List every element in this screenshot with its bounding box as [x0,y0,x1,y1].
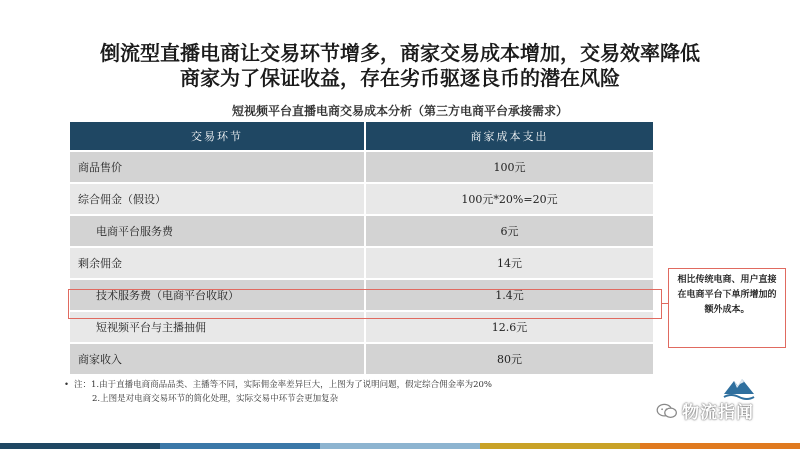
headline-line-1: 倒流型直播电商让交易环节增多，商家交易成本增加，交易效率降低 [100,41,700,65]
footnotes [64,378,492,406]
column-header-step: 交易环节 [70,122,365,151]
footnote-1-text: 注：1.由于直播电商商品品类、主播等不同，实际佣金率差异巨大，上图为了说明问题，假定综合佣金率为20% [74,380,493,390]
table-row [70,247,653,279]
row-cost: 14元 [365,247,653,279]
table-row [70,183,653,215]
bullet-icon: • [64,380,70,390]
row-item: 商品售价 [70,151,365,183]
table-row [70,343,653,374]
callout-box [668,268,786,348]
wechat-icon [656,403,678,419]
footnote-2: 2.上图是对电商交易环节的简化处理，实际交易中环节会更加复杂 [92,394,339,404]
cost-table [70,122,653,374]
callout-text: 相比传统电商、用户直接在电商平台下单所增加的额外成本。 [677,275,777,315]
table-title: 短视频平台直播电商交易成本分析（第三方电商平台承接需求） [231,104,568,118]
row-cost: 6元 [365,215,653,247]
row-item: 剩余佣金 [70,247,365,279]
highlight-box [68,289,662,319]
footnote-1 [64,378,492,392]
row-item: 商家收入 [70,343,365,374]
headline-line-2: 商家为了保证收益，存在劣币驱逐良币的潜在风险 [180,66,620,90]
footer-segment [640,443,800,449]
footer-segment [160,443,320,449]
row-cost: 100元 [365,151,653,183]
row-cost: 12.6元 [365,311,653,343]
column-header-cost: 商家成本支出 [365,122,653,151]
row-item: 综合佣金（假设） [70,183,365,215]
row-item: 技术服务费（电商平台收取） [70,279,365,311]
footer-color-bar [0,443,800,449]
table-header-row [70,122,653,151]
watermark [656,398,754,423]
row-cost: 100元*20%=20元 [365,183,653,215]
footer-segment [480,443,640,449]
footer-segment [320,443,480,449]
row-cost: 1.4元 [365,279,653,311]
table-row [70,215,653,247]
footer-segment [0,443,160,449]
row-item: 短视频平台与主播抽佣 [70,311,365,343]
watermark-text: 物流指闻 [682,403,754,423]
row-cost: 80元 [365,343,653,374]
table-row [70,151,653,183]
row-item: 电商平台服务费 [70,215,365,247]
